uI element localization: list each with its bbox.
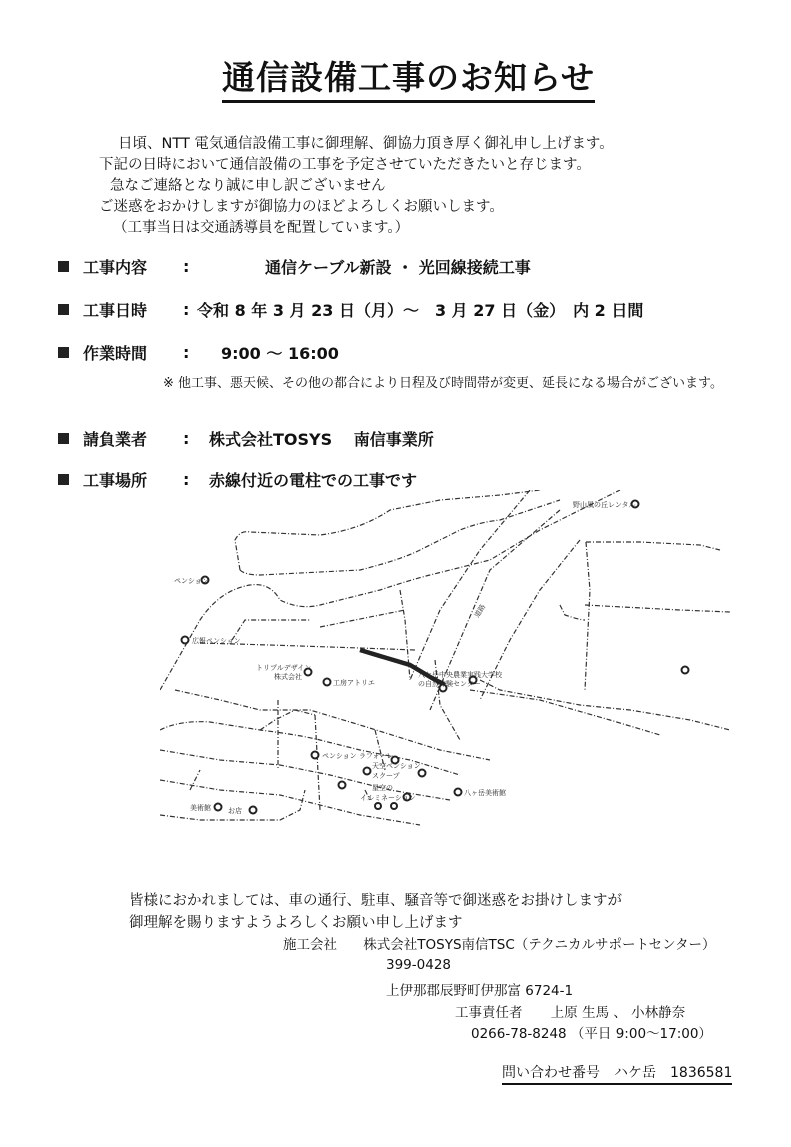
- square-bullet-icon: [58, 474, 69, 485]
- postal-code: 399-0428: [386, 957, 451, 973]
- company-name: 株式会社TOSYS南信TSC（テクニカルサポートセンター）: [363, 937, 716, 953]
- location-map: [160, 490, 740, 850]
- detail-value: 9:00 ～ 16:00: [221, 344, 339, 363]
- detail-separator: :: [183, 257, 190, 276]
- map-label: 八ヶ岳美術館: [464, 789, 506, 797]
- detail-value: 株式会社TOSYS 南信事業所: [209, 430, 434, 449]
- intro-line: 急なご連絡となり誠に申し訳ございません: [110, 178, 386, 194]
- manager-names: 上原 生馬 、 小林静奈: [550, 1005, 686, 1021]
- map-label: 八ケ岳中央農業実践大学校: [418, 671, 502, 679]
- map-labels: [174, 500, 636, 815]
- map-label: ペンション ラフォーレ: [322, 752, 394, 760]
- square-bullet-icon: [58, 261, 69, 272]
- map-label: ペンション: [174, 577, 209, 585]
- map-label: 広報ペンション: [192, 637, 241, 645]
- detail-label: 工事日時: [83, 301, 148, 320]
- detail-value: 通信ケーブル新設 ・ 光回線接続工事: [265, 258, 531, 277]
- schedule-note: ※ 他工事、悪天候、その他の都合により日程及び時間帯が変更、延長になる場合がございます。: [163, 376, 723, 391]
- map-label: 美術館: [190, 804, 211, 812]
- intro-line: ご迷惑をおかけしますが御協力のほどよろしくお願いします。: [99, 199, 504, 215]
- map-label: トリプルデザイン: [256, 664, 312, 672]
- square-bullet-icon: [58, 433, 69, 444]
- detail-value: 令和 8 年 3 月 23 日（月）～ 3 月 27 日（金） 内 2 日間: [197, 301, 644, 320]
- address: 上伊那郡辰野町伊那富 6724-1: [386, 983, 574, 999]
- detail-value: 赤線付近の電柱での工事です: [209, 471, 418, 490]
- detail-separator: :: [183, 300, 190, 319]
- detail-separator: :: [183, 429, 190, 448]
- manager-label: 工事責任者: [455, 1005, 523, 1021]
- map-label: の自然体験センター: [418, 680, 481, 688]
- map-label: 工房アトリエ: [333, 679, 375, 687]
- detail-label: 工事場所: [83, 471, 148, 490]
- square-bullet-icon: [58, 347, 69, 358]
- map-label: 天空ペンション: [372, 762, 421, 770]
- footer-line: 御理解を賜りますようよろしくお願い申し上げます: [129, 915, 463, 931]
- intro-line: 日頃、NTT 電気通信設備工事に御理解、御協力頂き厚く御礼申し上げます。: [118, 136, 614, 152]
- page-title: 通信設備工事のお知らせ: [222, 58, 595, 103]
- map-drawing: [160, 490, 740, 850]
- detail-row-location: [58, 468, 417, 491]
- detail-separator: :: [183, 343, 190, 362]
- detail-row-contractor: [58, 427, 434, 450]
- detail-row-work-date: [58, 298, 643, 321]
- detail-label: 工事内容: [83, 258, 148, 277]
- inquiry-number: 問い合わせ番号 ハケ岳 1836581: [502, 1064, 732, 1085]
- intro-line: 下記の日時において通信設備の工事を予定させていただきたいと存じます。: [99, 157, 591, 173]
- footer-line: 皆様におかれましては、車の通行、駐車、騒音等で御迷惑をお掛けしますが: [129, 893, 622, 909]
- detail-label: 請負業者: [83, 430, 148, 449]
- detail-separator: :: [183, 470, 190, 489]
- square-bullet-icon: [58, 304, 69, 315]
- intro-line: （工事当日は交通誘導員を配置しています。）: [113, 220, 410, 236]
- map-label: イルミネーション: [360, 794, 416, 802]
- map-label: お店: [228, 807, 242, 815]
- manager-row: [455, 1001, 685, 1021]
- detail-label: 作業時間: [83, 344, 148, 363]
- detail-row-work-hours: [58, 341, 339, 364]
- company-label: 施工会社: [283, 937, 337, 953]
- map-label: 星空の: [372, 784, 393, 792]
- map-label: 株式会社: [274, 673, 302, 681]
- company-row: [283, 933, 716, 953]
- map-label: スクープ: [372, 772, 400, 780]
- map-label: 野山風の丘レンタル: [573, 501, 636, 509]
- map-label: 道路: [472, 602, 488, 620]
- detail-row-work-content: [58, 255, 531, 278]
- phone-number: 0266-78-8248 （平日 9:00～17:00）: [471, 1026, 712, 1042]
